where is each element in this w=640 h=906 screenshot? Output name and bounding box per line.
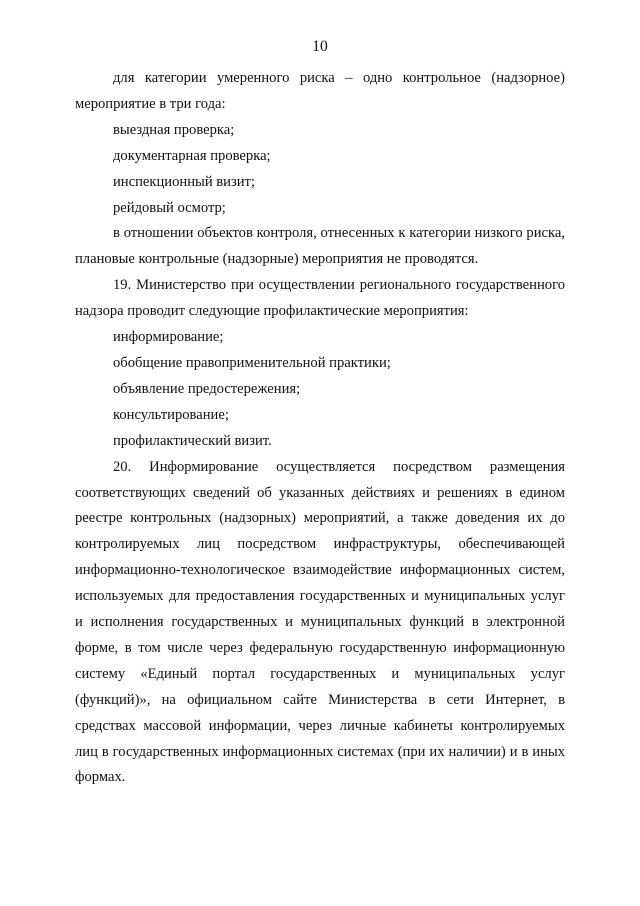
- list-item: консультирование;: [113, 406, 229, 423]
- list-item: документарная проверка;: [113, 147, 271, 164]
- page-number: 10: [312, 38, 328, 55]
- list-item: профилактический визит.: [113, 432, 272, 449]
- list-item: рейдовый осмотр;: [113, 199, 226, 216]
- paragraph-clause-20: 20. Информирование осуществляется посредством размещения соответствующих сведений об указанных действиях и решениях в едином реестре контрольных (надзорных) мероприятий, а также доведения их до контролируемых лиц посредством инфраструктуры, обеспечивающей информационно-технологическое взаимодействие информационных систем, используемых для предоставления государственных и муниципальных услуг и исполнения государственных и муниципальных функций в электронной форме, в том числе через федеральную государственную информационную систему «Единый портал государственных и муниципальных услуг (функций)», на официальном сайте Министерства в сети Интернет, в средствах массовой информации, через личные кабинеты контролируемых лиц в государственных информационных системах (при их наличии) и в иных формах.: [75, 458, 565, 786]
- list-item: инспекционный визит;: [113, 173, 255, 190]
- list-item: объявление предостережения;: [113, 380, 301, 397]
- list-item: обобщение правоприменительной практики;: [113, 354, 391, 371]
- paragraph-low-risk: в отношении объектов контроля, отнесенных к категории низкого риска, плановые контрольные (надзорные) мероприятия не проводятся.: [75, 225, 565, 268]
- document-body: [75, 66, 565, 791]
- list-item: информирование;: [113, 329, 224, 346]
- paragraph-moderate-risk: для категории умеренного риска – одно контрольное (надзорное) мероприятие в три года:: [75, 70, 565, 112]
- prevention-measures-list: [75, 325, 565, 455]
- paragraph-clause-19: 19. Министерство при осуществлении регионального государственного надзора проводит следующие профилактические мероприятия:: [75, 277, 565, 320]
- measures-list: [75, 118, 565, 222]
- list-item: выездная проверка;: [113, 121, 235, 138]
